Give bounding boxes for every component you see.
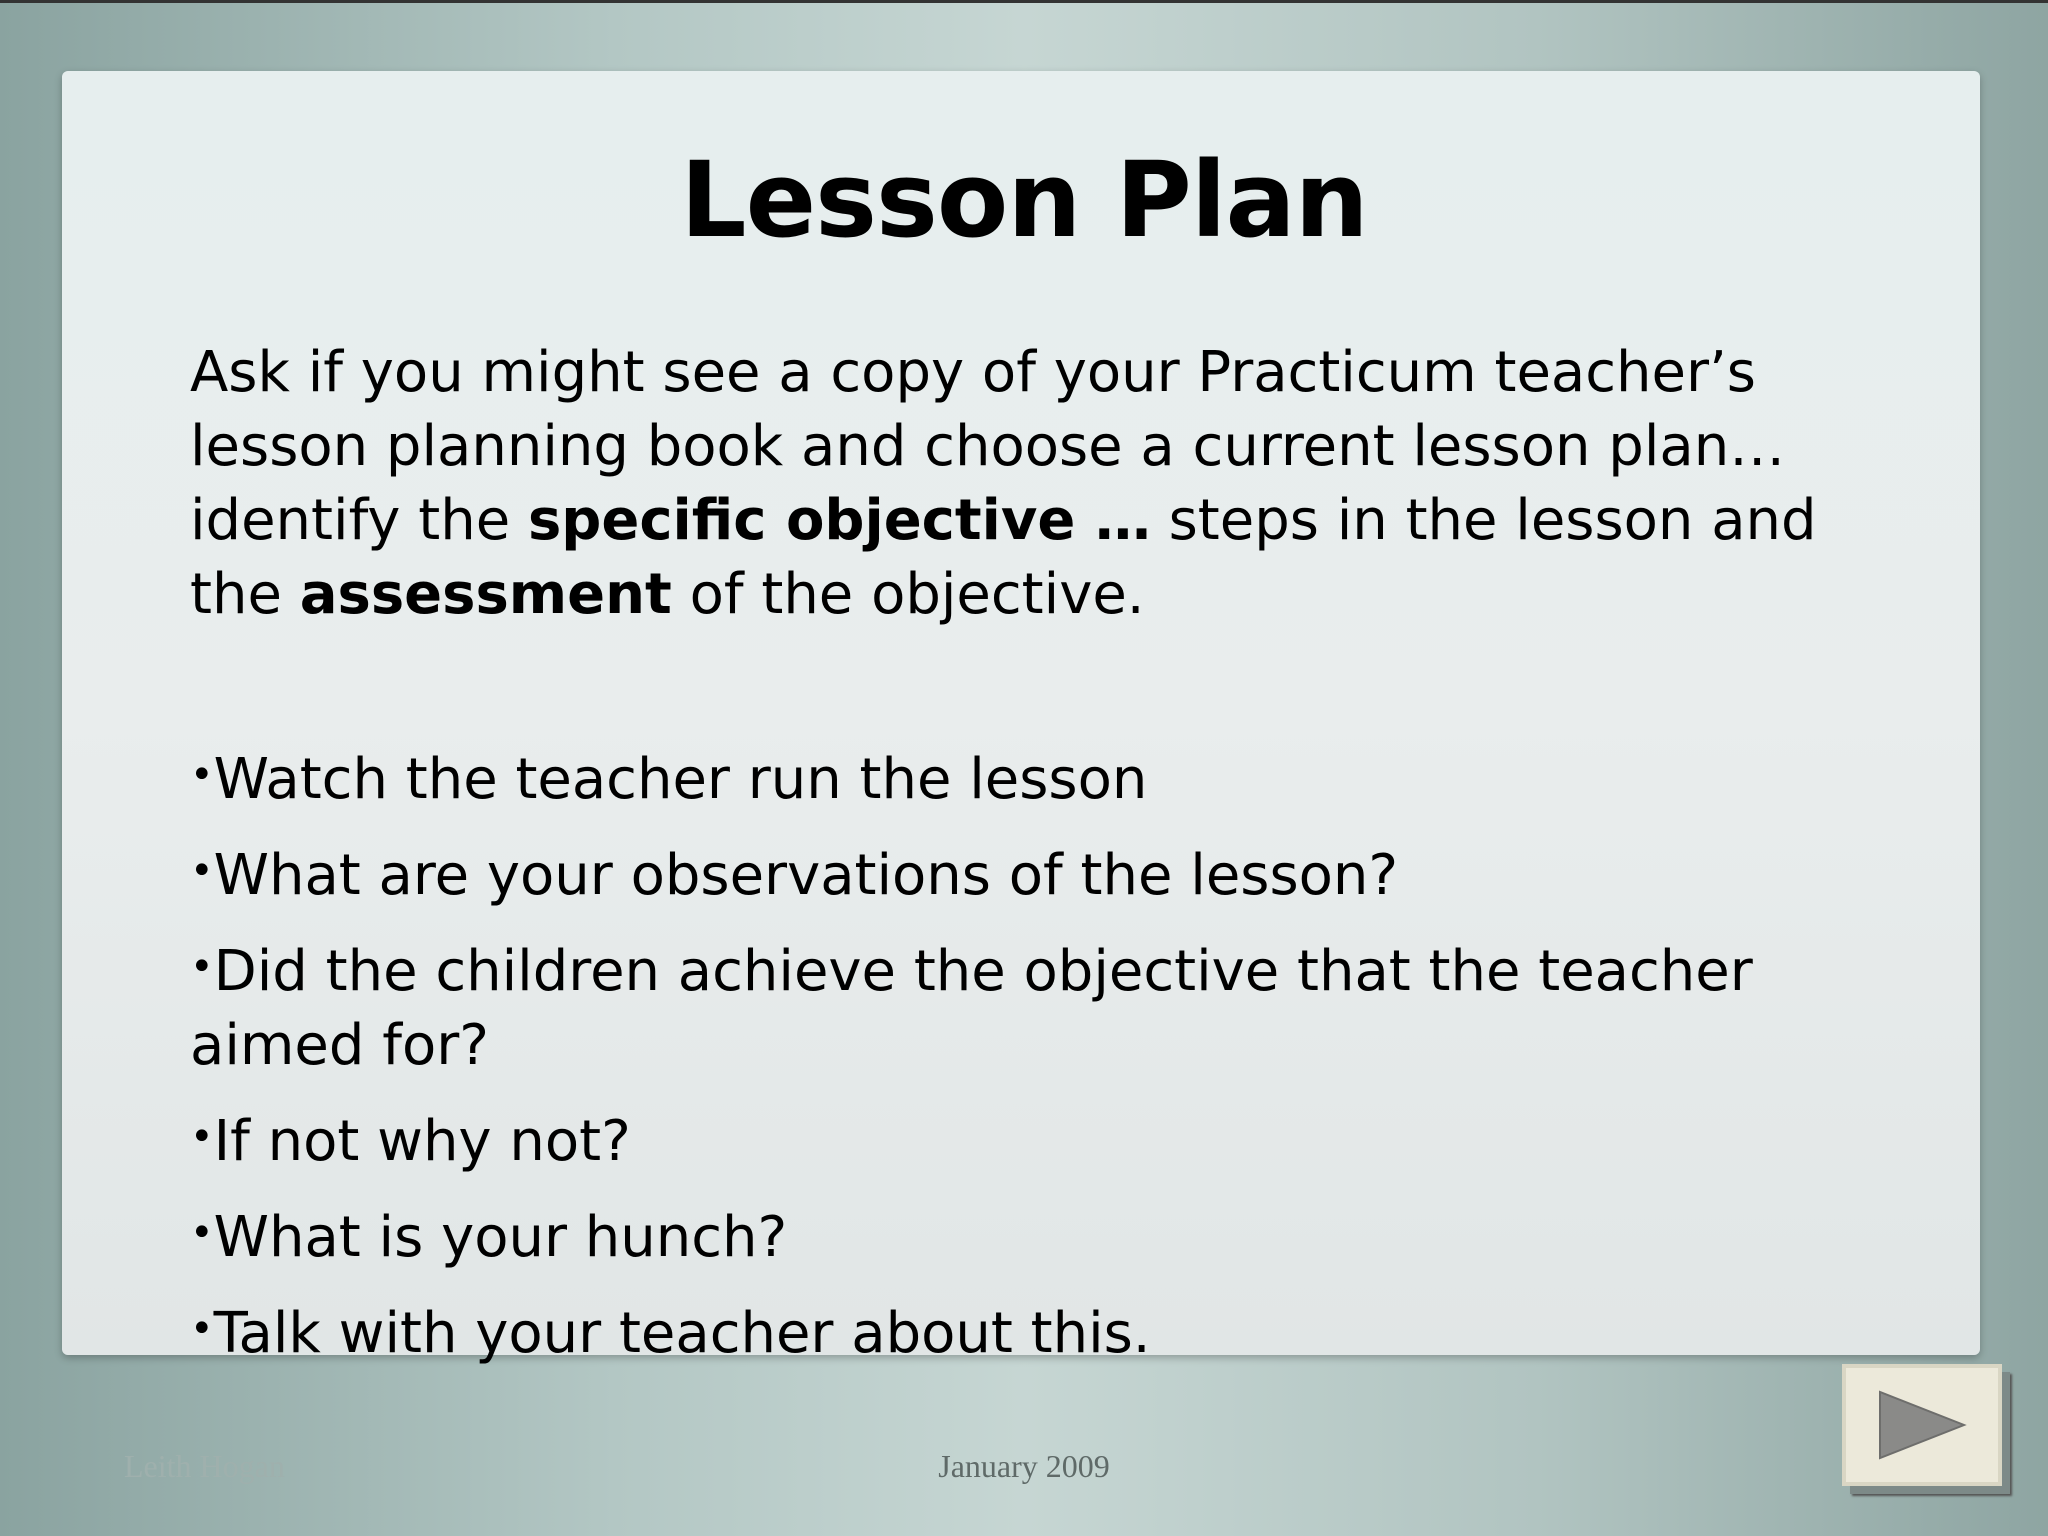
bullet-mark: • [190, 848, 214, 894]
top-border-line [0, 0, 2048, 3]
bullet-text: Did the children achieve the objective that the teacher aimed for? [190, 939, 1753, 1078]
bullet-item [190, 1100, 1890, 1179]
bullet-list [190, 738, 1890, 1388]
bullet-text: Talk with your teacher about this. [213, 1301, 1151, 1366]
intro-text-2: steps in the lesson and the [190, 488, 1817, 627]
footer-date: January 2009 [938, 1448, 1110, 1484]
bullet-item [190, 738, 1890, 817]
slide-title: Lesson Plan [680, 139, 1368, 261]
intro-paragraph [190, 336, 1890, 632]
bullet-item [190, 1292, 1890, 1371]
bullet-item [190, 1196, 1890, 1275]
bullet-text: What is your hunch? [213, 1205, 788, 1270]
bullet-item [190, 834, 1890, 913]
bullet-text: What are your observations of the lesson? [213, 843, 1399, 908]
bullet-mark: • [190, 1114, 214, 1160]
next-slide-button[interactable] [1842, 1364, 2002, 1486]
intro-text-3: of the objective. [671, 562, 1145, 627]
bullet-mark: • [190, 1306, 214, 1352]
play-triangle-icon [1874, 1386, 1970, 1464]
intro-text-1: Ask if you might see a copy of your Practicum teacher’s lesson planning book and choose a current lesson plan… identify the [190, 340, 1786, 553]
bullet-mark: • [190, 752, 214, 798]
bullet-text: Watch the teacher run the lesson [213, 747, 1148, 812]
bullet-item [190, 930, 1890, 1083]
intro-bold-assessment: assessment [299, 562, 672, 627]
intro-bold-specific-objective: specific objective … [527, 488, 1151, 553]
bullet-mark: • [190, 1210, 214, 1256]
bullet-mark: • [190, 944, 214, 990]
bullet-text: If not why not? [213, 1109, 631, 1174]
footer-author: Leith Hogan [124, 1448, 285, 1484]
